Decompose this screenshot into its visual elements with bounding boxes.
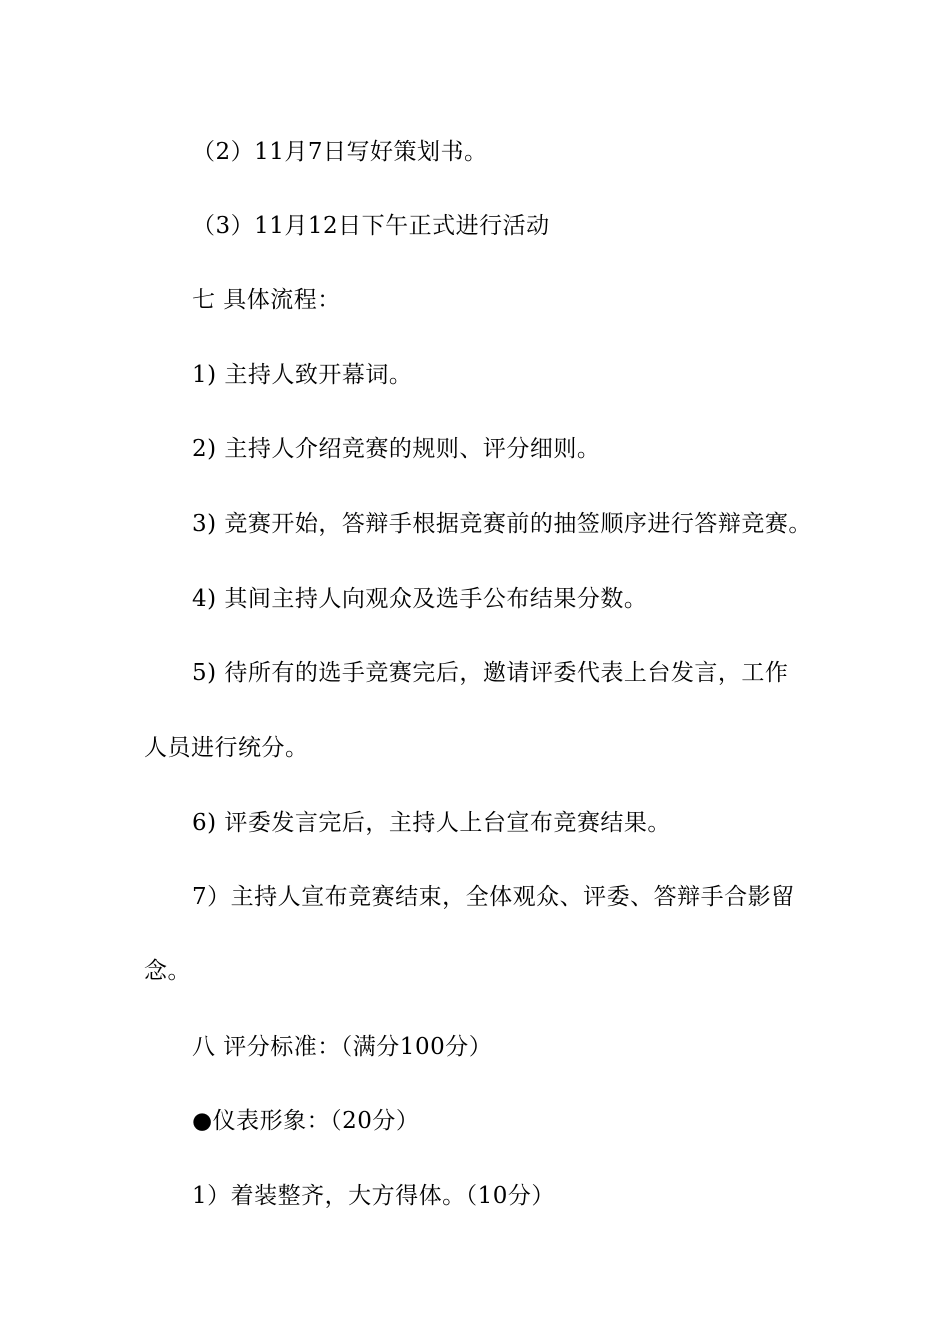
process-step-5: 5) 待所有的选手竞赛完后，邀请评委代表上台发言，工作 — [192, 660, 789, 686]
process-step-3: 3) 竞赛开始，答辩手根据竞赛前的抽签顺序进行答辩竞赛。 — [192, 511, 812, 537]
process-step-1: 1) 主持人致开幕词。 — [192, 362, 413, 388]
process-step-6: 6) 评委发言完后，主持人上台宣布竞赛结果。 — [192, 810, 671, 836]
scoring-category-appearance: ●仪表形象：（20分） — [192, 1108, 420, 1134]
process-step-4: 4) 其间主持人向观众及选手公布结果分数。 — [192, 586, 648, 612]
section-heading-scoring: 八 评分标准：（满分100分） — [192, 1034, 493, 1060]
scoring-item-1: 1）着装整齐，大方得体。（10分） — [192, 1183, 555, 1209]
process-step-2: 2) 主持人介绍竞赛的规则、评分细则。 — [192, 436, 601, 462]
schedule-item-2: （2）11月7日写好策划书。 — [192, 139, 488, 165]
process-step-5-continued: 人员进行统分。 — [144, 735, 309, 761]
section-heading-process: 七 具体流程： — [192, 287, 341, 313]
process-step-7-continued: 念。 — [144, 958, 191, 984]
schedule-item-3: （3）11月12日下午正式进行活动 — [192, 213, 550, 239]
process-step-7: 7）主持人宣布竞赛结束，全体观众、评委、答辩手合影留 — [192, 884, 795, 910]
